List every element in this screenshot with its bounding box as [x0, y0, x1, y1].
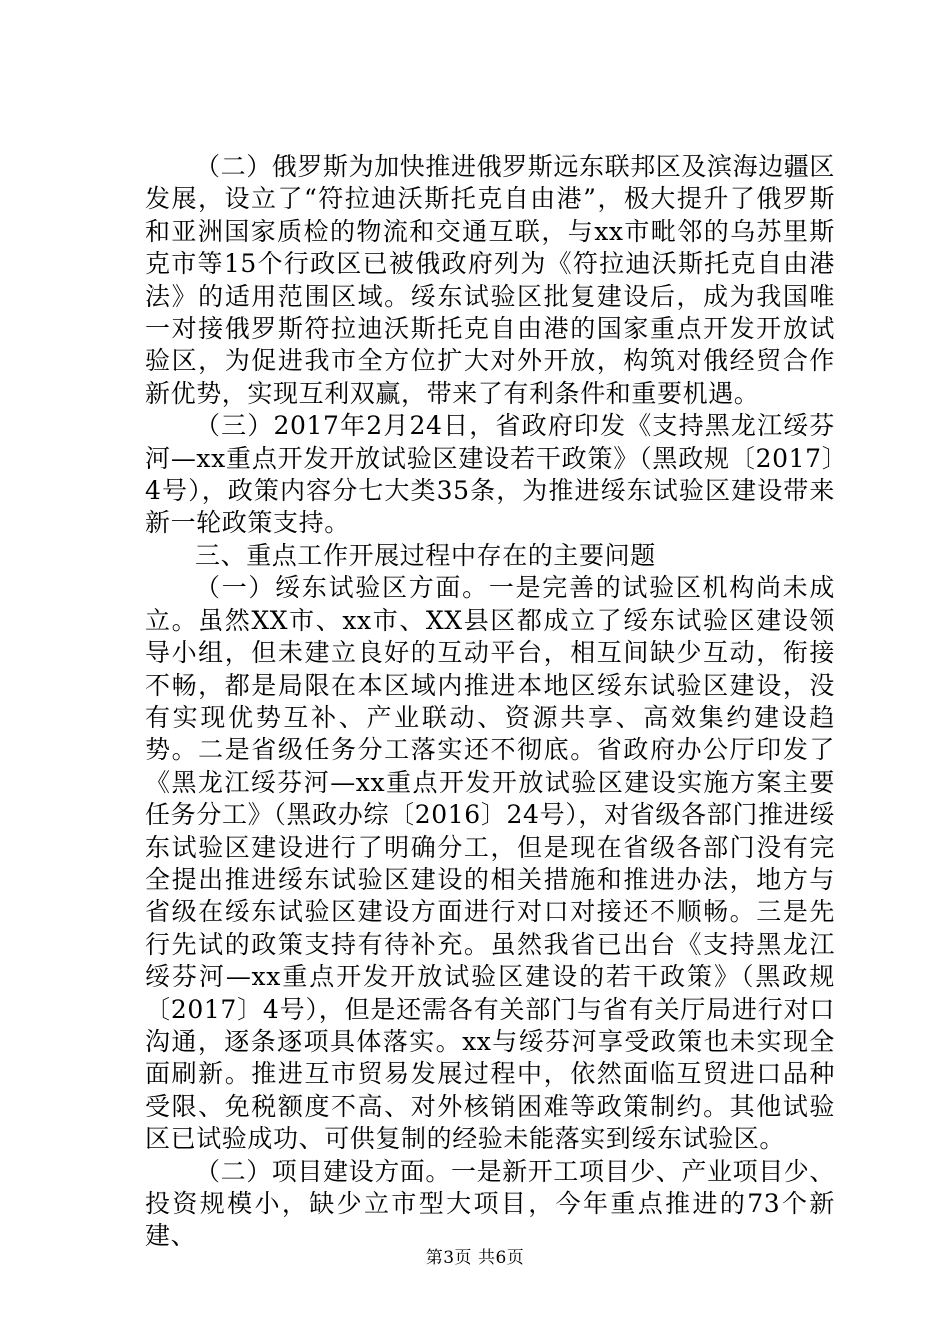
section-heading-main-problems: 三、重点工作开展过程中存在的主要问题	[195, 540, 656, 570]
document-body	[145, 151, 835, 1253]
paragraph-project-construction: （二）项目建设方面。一是新开工项目少、产业项目少、投资规模小，缺少立市型大项目，今年重点推进的73个新建、	[145, 1156, 836, 1251]
paragraph-pilot-zone-issues: （一）绥东试验区方面。一是完善的试验区机构尚未成立。虽然XX市、xx市、XX县区都成立了绥东试验区建设领导小组，但未建立良好的互动平台，相互间缺少互动，衔接不畅，都是局限在本区域内推进本地区绥东试验区建设，没有实现优势互补、产业联动、资源共享、高效集约建设趋势。二是省级任务分工落实还不彻底。省政府办公厅印发了《黑龙江绥芬河—xx重点开发开放试验区建设实施方案主要任务分工》（黑政办综〔2016〕24号），对省级各部门推进绥东试验区建设进行了明确分工，但是现在省级各部门没有完全提出推进绥东试验区建设的相关措施和推进办法，地方与省级在绥东试验区建设方面进行对口对接还不顺畅。三是先行先试的政策支持有待补充。虽然我省已出台《支持黑龙江绥芬河—xx重点开发开放试验区建设的若干政策》（黑政规〔2017〕4号），但是还需各有关部门与省有关厅局进行对口沟通，逐条逐项具体落实。xx与绥芬河享受政策也未实现全面刷新。推进互市贸易发展过程中，依然面临互贸进口品种受限、免税额度不高、对外核销困难等政策制约。其他试验区已试验成功、可供复制的经验未能落实到绥东试验区。	[145, 573, 835, 1154]
paragraph-russia-free-port: （二）俄罗斯为加快推进俄罗斯远东联邦区及滨海边疆区发展，设立了“符拉迪沃斯托克自由港”，极大提升了俄罗斯和亚洲国家质检的物流和交通互联，与xx市毗邻的乌苏里斯克市等15个行政区已被俄政府列为《符拉迪沃斯托克自由港法》的适用范围区域。绥东试验区批复建设后，成为我国唯一对接俄罗斯符拉迪沃斯托克自由港的国家重点开发开放试验区，为促进我市全方位扩大对外开放，构筑对俄经贸合作新优势，实现互利双赢，带来了有利条件和重要机遇。	[145, 152, 836, 408]
page-footer: 第3页 共6页	[425, 1248, 525, 1268]
paragraph-provincial-policy: （三）2017年2月24日，省政府印发《支持黑龙江绥芬河—xx重点开发开放试验区建设若干政策》（黑政规〔2017〕4号），政策内容分七大类35条，为推进绥东试验区建设带来新一轮政策支持。	[145, 411, 835, 538]
